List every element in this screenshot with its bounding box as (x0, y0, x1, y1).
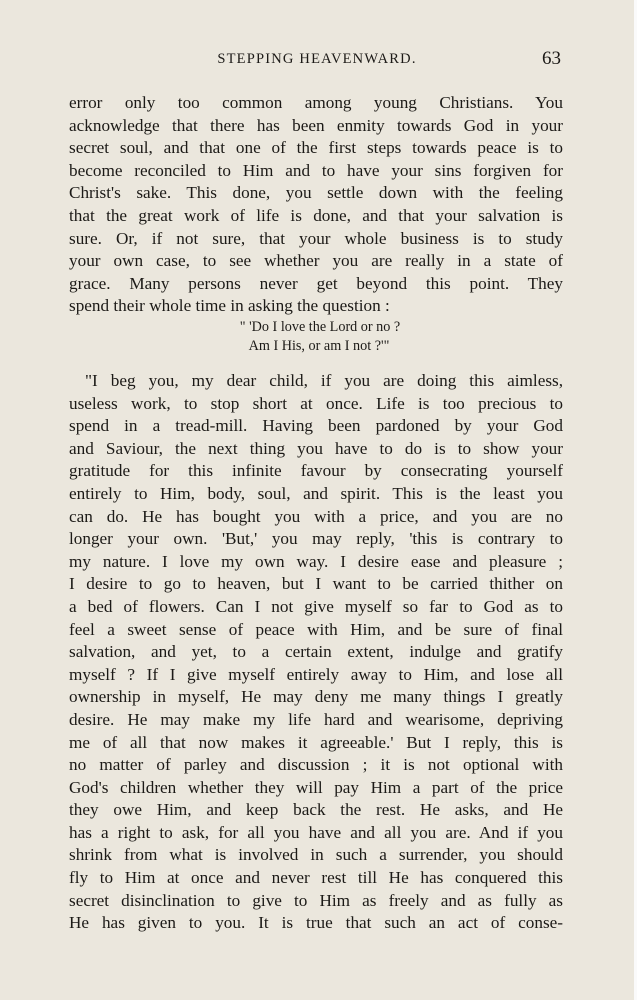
text-line: Christ's sake. This done, you settle down with the feeling (69, 183, 563, 203)
text-line: longer your own. 'But,' you may reply, 'this is contrary to (69, 529, 563, 549)
text-line: useless work, to stop short at once. Life is too precious to (69, 393, 563, 413)
running-head: STEPPING HEAVENWARD. (217, 51, 417, 67)
text-line: "I beg you, my dear child, if you are doing this aimless, (85, 371, 563, 390)
text-line: gratitude for this infinite favour by consecrating yourself (69, 461, 563, 481)
text-line: a bed of flowers. Can I not give myself so far to God as to (69, 596, 563, 616)
text-line: has a right to ask, for all you have and all you are. And if you (69, 822, 563, 842)
text-line: can do. He has bought you with a price, and you are no (69, 506, 563, 526)
verse-quote (0, 318, 634, 356)
text-line: myself ? If I give myself entirely away to Him, and lose all (69, 664, 563, 684)
text-line: grace. Many persons never get beyond this point. They (69, 273, 563, 293)
text-line: sure. Or, if not sure, that your whole business is to study (69, 228, 563, 248)
text-line: God's children whether they will pay Him a part of the price (69, 777, 563, 797)
text-line: spend their whole time in asking the question : (69, 296, 390, 316)
text-line: secret disinclination to give to Him as freely and as fully as (69, 890, 563, 910)
text-line: spend in a tread-mill. Having been pardoned by your God (69, 416, 563, 436)
text-line: me of all that now makes it agreeable.' But I reply, this is (69, 732, 563, 752)
paragraph-2 (69, 370, 563, 935)
text-line: feel a sweet sense of peace with Him, and be sure of final (69, 619, 563, 639)
text-line: shrink from what is involved in such a surrender, you should (69, 845, 563, 865)
text-line: they owe Him, and keep back the rest. He asks, and He (69, 800, 563, 820)
text-line: I desire to go to heaven, but I want to be carried thither on (69, 574, 563, 594)
text-line: and Saviour, the next thing you have to do is to show your (69, 438, 563, 458)
text-line: acknowledge that there has been enmity towards God in your (69, 115, 563, 135)
text-line: desire. He may make my life hard and wearisome, depriving (69, 709, 563, 729)
text-line: that the great work of life is done, and that your salvation is (69, 205, 563, 225)
text-line: fly to Him at once and never rest till He has conquered this (69, 868, 563, 888)
verse-line: " 'Do I love the Lord or no ? (239, 319, 401, 335)
text-line: He has given to you. It is true that such an act of conse- (69, 913, 563, 933)
text-line: error only too common among young Christians. You (69, 93, 563, 112)
page-header (0, 48, 634, 74)
text-line: your own case, to see whether you are really in a state of (69, 251, 563, 271)
text-line: salvation, and yet, to a certain extent, indulge and gratify (69, 642, 563, 662)
text-line: secret soul, and that one of the first steps towards peace is to (69, 138, 563, 158)
text-line: entirely to Him, body, soul, and spirit. This is the least you (69, 483, 563, 503)
page-number: 63 (542, 48, 561, 69)
text-line: no matter of parley and discussion ; it is not optional with (69, 755, 563, 775)
text-line: ownership in myself, He may deny me many things I greatly (69, 687, 563, 707)
paragraph-1 (69, 92, 563, 318)
text-line: become reconciled to Him and to have your sins forgiven for (69, 160, 563, 180)
verse-line: Am I His, or am I not ?'" (248, 338, 390, 354)
text-line: my nature. I love my own way. I desire ease and pleasure ; (69, 551, 563, 571)
